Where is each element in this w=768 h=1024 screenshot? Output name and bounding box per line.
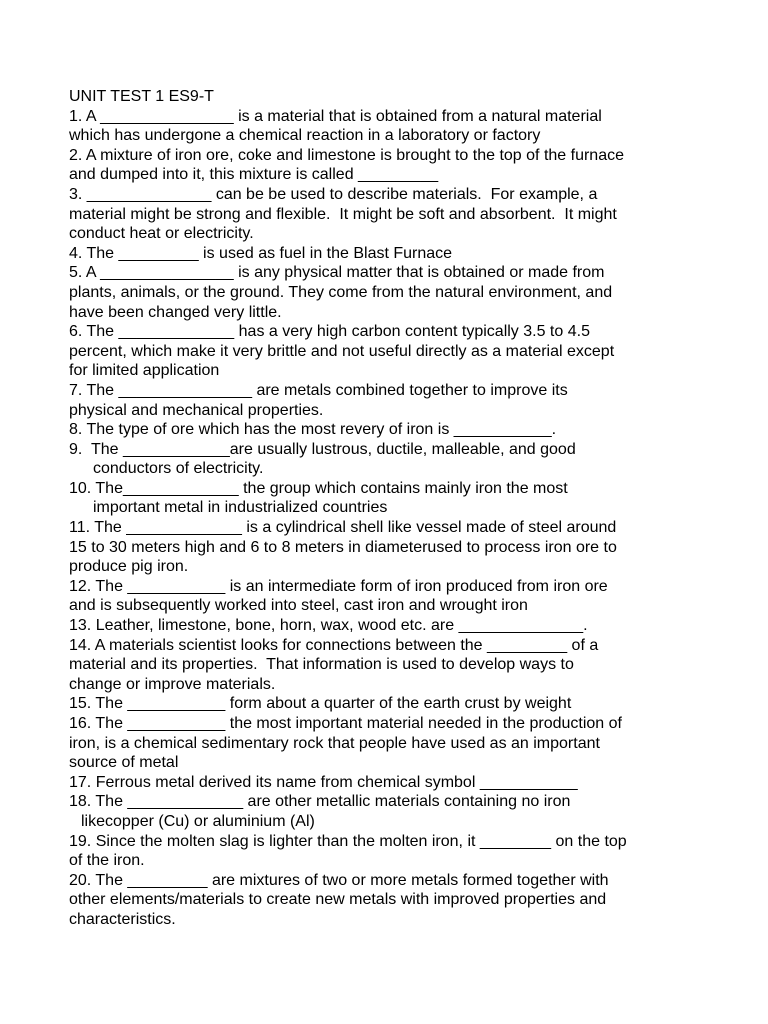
test-document [69, 87, 729, 930]
question-line: plants, animals, or the ground. They come from the natural environment, and [69, 283, 613, 301]
question-line: iron, is a chemical sedimentary rock that people have used as an important [69, 734, 600, 752]
question-line: 9. The ____________are usually lustrous, ductile, malleable, and good [69, 440, 576, 458]
question-line: 8. The type of ore which has the most revery of iron is ___________. [69, 421, 557, 439]
question-line: percent, which make it very brittle and not useful directly as a material except [69, 342, 615, 360]
question-line: 1. A _______________ is a material that is obtained from a natural material [69, 107, 602, 125]
question-line: of the iron. [69, 852, 145, 870]
question-line: 15. The ___________ form about a quarter of the earth crust by weight [69, 695, 572, 713]
question-line: 11. The _____________ is a cylindrical shell like vessel made of steel around [69, 519, 617, 537]
question-item [69, 185, 729, 244]
question-line: 3. ______________ can be be used to describe materials. For example, a [69, 185, 598, 203]
question-line: 4. The _________ is used as fuel in the Blast Furnace [69, 244, 453, 262]
question-line: change or improve materials. [69, 675, 276, 693]
question-line: 18. The _____________ are other metallic materials containing no iron [69, 793, 571, 811]
question-item [69, 616, 729, 636]
question-item [69, 714, 729, 773]
question-line: 14. A materials scientist looks for connections between the _________ of a [69, 636, 599, 654]
question-line: material and its properties. That information is used to develop ways to [69, 656, 574, 674]
question-line: 15 to 30 meters high and 6 to 8 meters in diameterused to process iron ore to [69, 538, 617, 556]
question-line: 2. A mixture of iron ore, coke and limestone is brought to the top of the furnace [69, 146, 624, 164]
question-item [69, 636, 729, 695]
question-item [69, 773, 729, 793]
question-line: 12. The ___________ is an intermediate form of iron produced from iron ore [69, 577, 608, 595]
question-line: 7. The _______________ are metals combined together to improve its [69, 381, 568, 399]
question-line: which has undergone a chemical reaction in a laboratory or factory [69, 127, 541, 145]
question-line: and dumped into it, this mixture is called _________ [69, 166, 439, 184]
question-item [69, 479, 729, 518]
question-line: produce pig iron. [69, 558, 189, 576]
question-item [69, 518, 729, 577]
question-line: 19. Since the molten slag is lighter than the molten iron, it ________ on the top [69, 832, 627, 850]
question-line: for limited application [69, 362, 220, 380]
question-item [69, 832, 729, 871]
question-item [69, 244, 729, 264]
question-item [69, 792, 729, 831]
question-item [69, 440, 729, 479]
question-item [69, 381, 729, 420]
question-line: likecopper (Cu) or aluminium (Al) [81, 812, 315, 830]
question-list [69, 107, 729, 930]
question-item [69, 577, 729, 616]
question-item [69, 871, 729, 930]
question-line: 20. The _________ are mixtures of two or more metals formed together with [69, 871, 609, 889]
question-line: have been changed very little. [69, 303, 282, 321]
question-line: characteristics. [69, 910, 176, 928]
question-item [69, 146, 729, 185]
question-line: physical and mechanical properties. [69, 401, 324, 419]
question-line: 6. The _____________ has a very high carbon content typically 3.5 to 4.5 [69, 323, 590, 341]
question-item [69, 263, 729, 322]
question-line: 5. A _______________ is any physical matter that is obtained or made from [69, 264, 605, 282]
question-line: 16. The ___________ the most important material needed in the production of [69, 715, 622, 732]
question-item [69, 420, 729, 440]
document-title: UNIT TEST 1 ES9-T [69, 88, 214, 105]
question-line: 17. Ferrous metal derived its name from chemical symbol ___________ [69, 773, 578, 791]
question-line: conduct heat or electricity. [69, 225, 254, 243]
question-item [69, 322, 729, 381]
question-line: material might be strong and flexible. It might be soft and absorbent. It might [69, 205, 617, 223]
question-line: conductors of electricity. [93, 460, 264, 478]
question-line: source of metal [69, 754, 179, 772]
question-line: 10. The_____________ the group which contains mainly iron the most [69, 479, 568, 497]
question-line: 13. Leather, limestone, bone, horn, wax, wood etc. are ______________. [69, 617, 588, 635]
question-line: and is subsequently worked into steel, cast iron and wrought iron [69, 597, 528, 615]
question-item [69, 107, 729, 146]
question-item [69, 694, 729, 714]
question-line: important metal in industrialized countries [93, 499, 388, 517]
question-line: other elements/materials to create new metals with improved properties and [69, 891, 607, 909]
